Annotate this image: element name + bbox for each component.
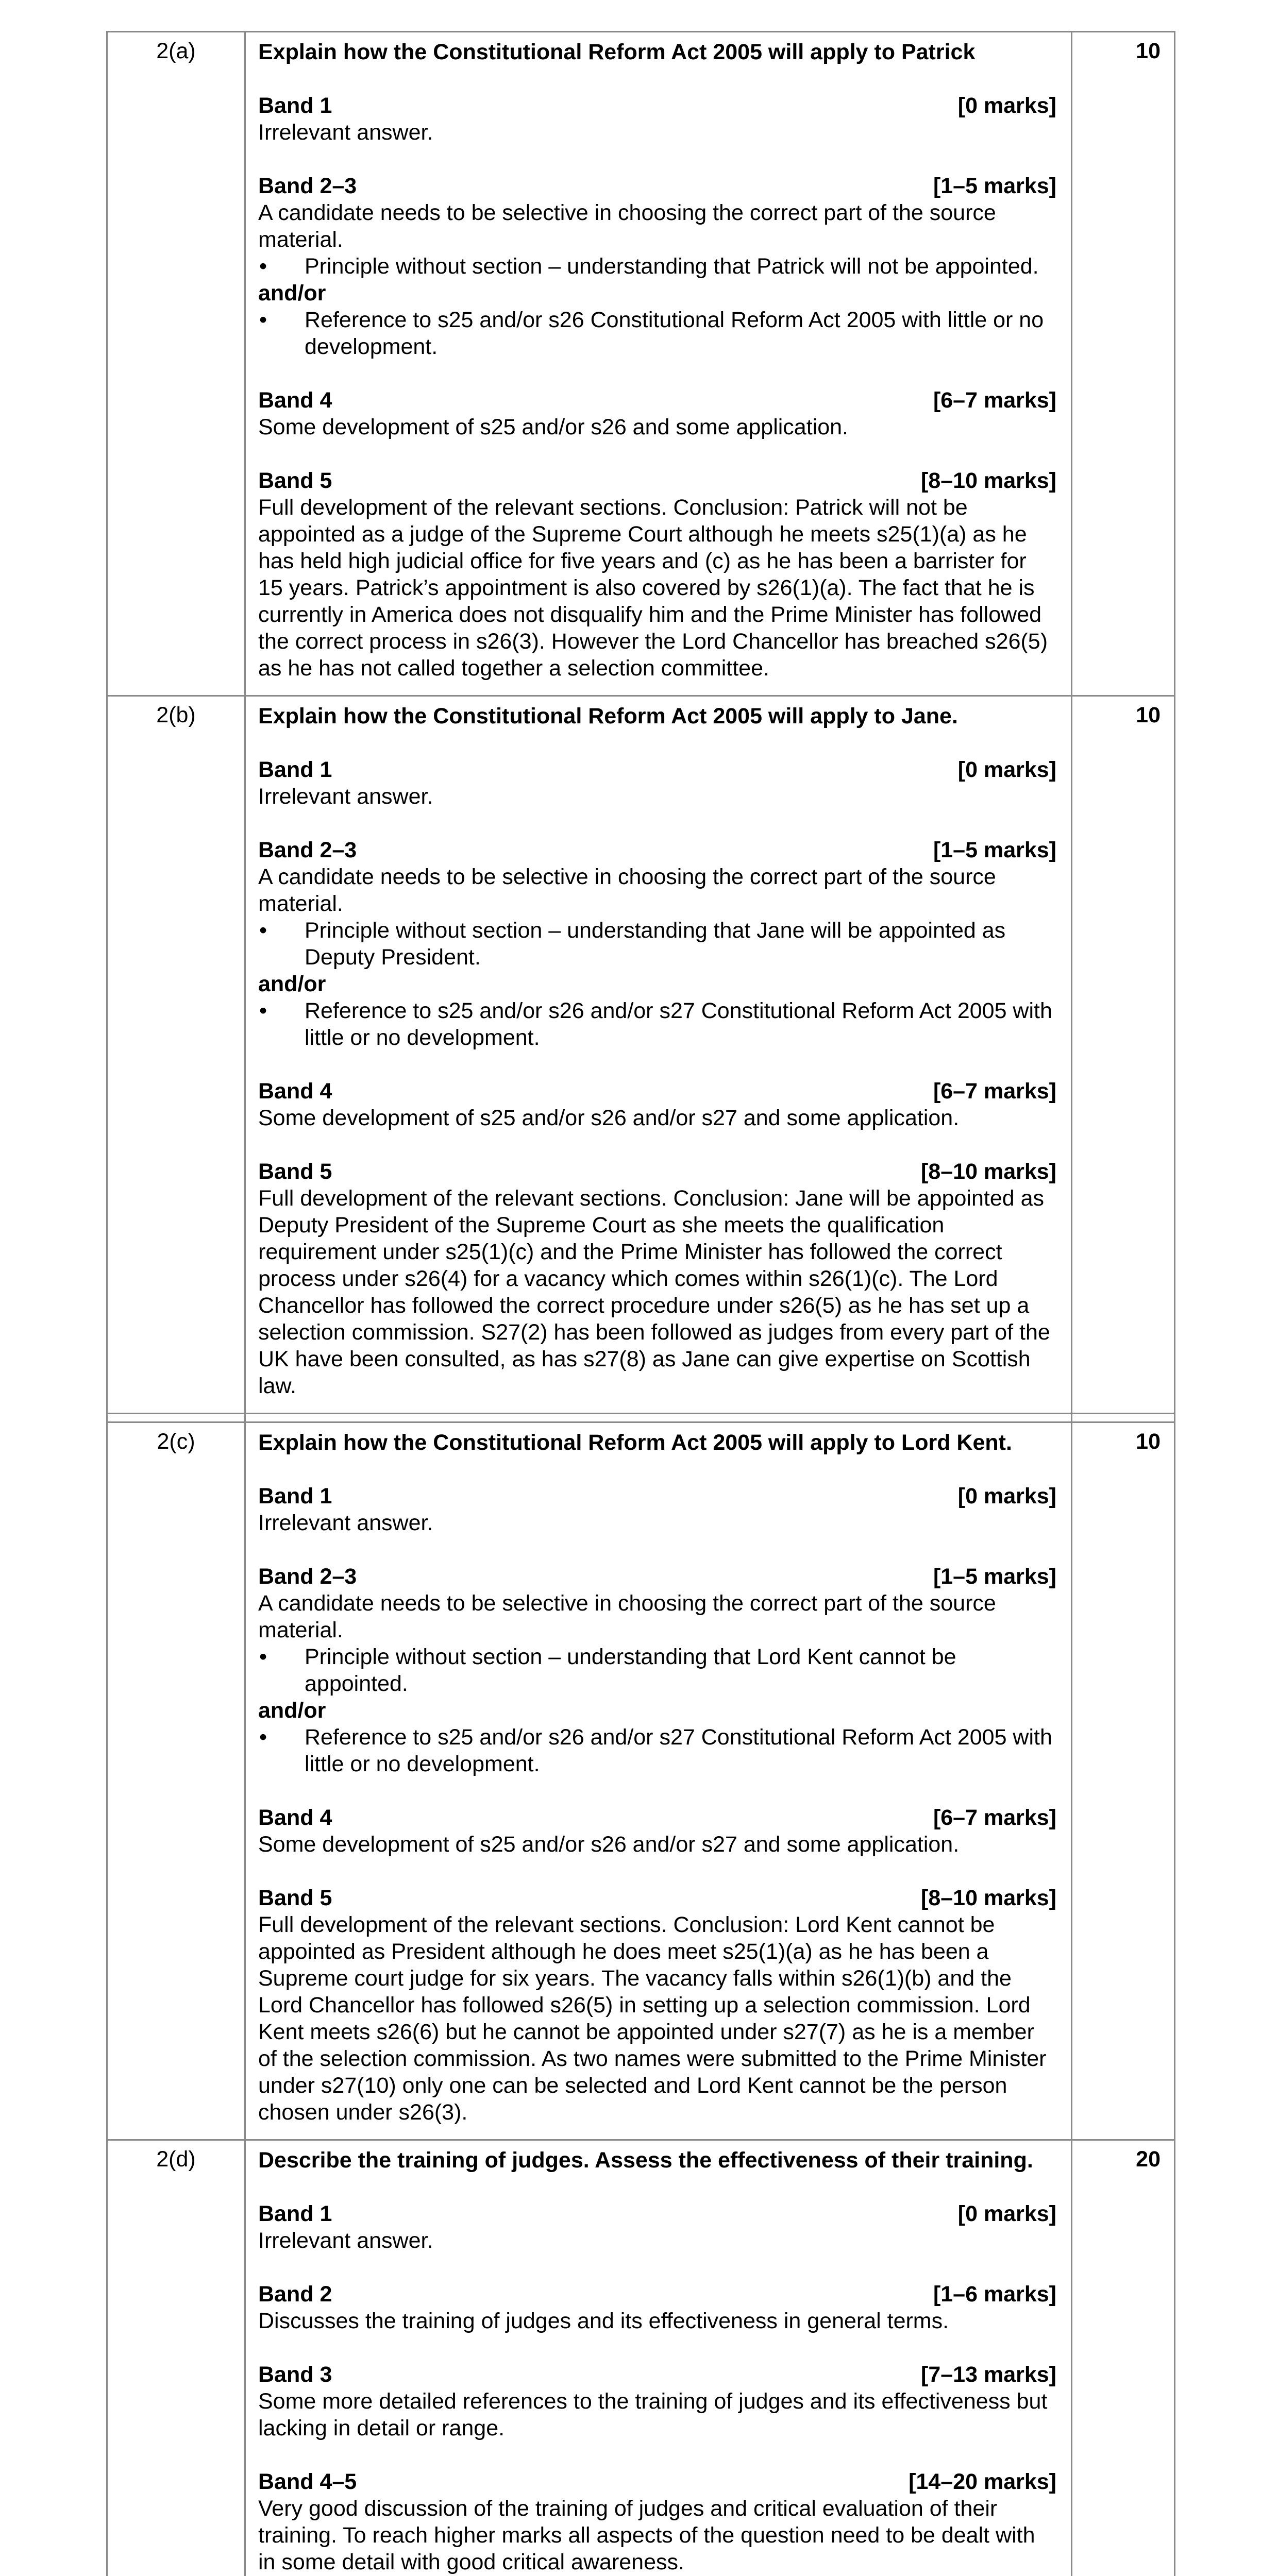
band-description: Some development of s25 and/or s26 and/or s27 and some application. (258, 1832, 960, 1857)
band-name: Band 5 (258, 468, 332, 493)
bullet-item: • Reference to s25 and/or s26 Constitutional Reform Act 2005 with little or no development. (259, 308, 1044, 359)
bullet-item: • Reference to s25 and/or s26 and/or s27 Constitutional Reform Act 2005 with little or no development. (259, 1725, 1052, 1776)
question-row-2b (107, 696, 1175, 1414)
band-5 (258, 467, 1056, 682)
band-name: Band 5 (258, 1886, 332, 1910)
band-2 (258, 2281, 1056, 2334)
and-or-label: and/or (258, 281, 326, 306)
band-range: [7–13 marks] (921, 2362, 1056, 2387)
bullet-icon: • (259, 998, 267, 1023)
band-2-3 (258, 173, 1056, 360)
band-range: [6–7 marks] (933, 1805, 1056, 1830)
question-content (245, 32, 1072, 696)
band-range: [0 marks] (957, 2201, 1056, 2226)
band-range: [6–7 marks] (933, 1079, 1056, 1104)
band-5 (258, 1885, 1056, 2126)
band-range: [8–10 marks] (921, 1886, 1056, 1910)
band-1 (258, 2200, 1056, 2254)
band-name: Band 2–3 (258, 838, 357, 862)
question-number: 2(d) (107, 2140, 245, 2576)
band-description: Full development of the relevant sections. Conclusion: Lord Kent cannot be appointed as President although he does meet s25(1)(a) as he has been a Supreme court judge for six years. The vacancy falls within s26(1)(b) and the Lord Chancellor has followed s26(5) in setting up a selection commission. Lord Kent meets s26(6) but he cannot be appointed under s27(7) as he is a member of the selection commission. As two names were submitted to the Prime Minister under s27(10) only one can be selected and Lord Kent cannot be the person chosen under s26(3). (258, 1912, 1047, 2125)
bullet-icon: • (259, 308, 267, 332)
band-name: Band 2 (258, 2282, 332, 2307)
band-range: [14–20 marks] (909, 2469, 1056, 2494)
band-range: [1–5 marks] (933, 1564, 1056, 1589)
bullet-icon: • (259, 1645, 267, 1669)
bullet-item: • Principle without section – understanding that Lord Kent cannot be appointed. (259, 1645, 956, 1696)
band-description: Full development of the relevant sections. Conclusion: Jane will be appointed as Deputy President of the Supreme Court as she meets the qualification requirement under s25(1)(c) and the Prime Minister has followed the correct process under s26(4) for a vacancy which comes within s26(1)(c). The Lord Chancellor has followed the correct procedure under s26(5) as he has set up a selection commission. S27(2) has been followed as judges from every part of the UK have been consulted, as has s27(8) as Jane can give expertise on Scottish law. (258, 1186, 1050, 1398)
band-name: Band 4 (258, 1079, 332, 1104)
band-range: [0 marks] (957, 93, 1056, 118)
question-marks: 10 (1072, 696, 1175, 1414)
band-name: Band 4 (258, 1805, 332, 1830)
question-number: 2(a) (107, 32, 245, 696)
question-row-2a (107, 32, 1175, 696)
bullet-icon: • (259, 1725, 267, 1750)
band-name: Band 1 (258, 2201, 332, 2226)
band-description: Some development of s25 and/or s26 and some application. (258, 415, 849, 439)
bullet-item: • Principle without section – understanding that Patrick will not be appointed. (259, 254, 1039, 279)
band-name: Band 4–5 (258, 2469, 357, 2494)
question-title: Explain how the Constitutional Reform Act 2005 will apply to Jane. (258, 704, 958, 728)
band-1 (258, 756, 1056, 810)
band-range: [1–6 marks] (933, 2282, 1056, 2307)
band-description: A candidate needs to be selective in choosing the correct part of the source material. (258, 865, 996, 916)
question-row-2d (107, 2140, 1175, 2576)
band-description: Irrelevant answer. (258, 1511, 433, 1535)
band-2-3 (258, 837, 1056, 1051)
question-row-2c (107, 1422, 1175, 2140)
band-description: Very good discussion of the training of judges and critical evaluation of their training. To reach higher marks all aspects of the question need to be dealt with in some detail with good critical awareness. (258, 2496, 1035, 2574)
band-range: [8–10 marks] (921, 468, 1056, 493)
band-4 (258, 1804, 1056, 1858)
bullet-item: • Principle without section – understanding that Jane will be appointed as Deputy President. (259, 918, 1006, 970)
bullet-item: • Reference to s25 and/or s26 and/or s27 Constitutional Reform Act 2005 with little or no development. (259, 998, 1052, 1050)
and-or-label: and/or (258, 972, 326, 996)
band-4-5 (258, 2468, 1056, 2575)
band-description: Irrelevant answer. (258, 784, 433, 809)
band-range: [1–5 marks] (933, 174, 1056, 198)
band-range: [0 marks] (957, 757, 1056, 782)
band-4 (258, 387, 1056, 440)
band-description: Discusses the training of judges and its effectiveness in general terms. (258, 2309, 949, 2333)
question-title: Explain how the Constitutional Reform Act 2005 will apply to Patrick (258, 40, 976, 64)
and-or-label: and/or (258, 1698, 326, 1723)
question-marks: 20 (1072, 2140, 1175, 2576)
band-4 (258, 1078, 1056, 1131)
band-range: [0 marks] (957, 1484, 1056, 1509)
band-description: Some development of s25 and/or s26 and/or s27 and some application. (258, 1106, 960, 1130)
question-title: Describe the training of judges. Assess the effectiveness of their training. (258, 2148, 1033, 2173)
mark-scheme-table (106, 31, 1175, 2576)
band-description: A candidate needs to be selective in choosing the correct part of the source material. (258, 200, 996, 252)
band-range: [8–10 marks] (921, 1159, 1056, 1184)
band-description: Full development of the relevant sections. Conclusion: Patrick will not be appointed as a judge of the Supreme Court although he meets s25(1)(a) as he has held high judicial office for five years and (c) as he has been a barrister for 15 years. Patrick’s appointment is also covered by s26(1)(a). The fact that he is currently in America does not disqualify him and the Prime Minister has followed the correct process in s26(3). However the Lord Chancellor has breached s26(5) as he has not called together a selection committee. (258, 495, 1048, 681)
band-name: Band 1 (258, 757, 332, 782)
band-range: [1–5 marks] (933, 838, 1056, 862)
band-1 (258, 92, 1056, 146)
bullet-icon: • (259, 918, 267, 943)
band-2-3 (258, 1563, 1056, 1777)
band-description: Irrelevant answer. (258, 120, 433, 145)
band-name: Band 2–3 (258, 174, 357, 198)
bullet-icon: • (259, 254, 267, 279)
band-description: A candidate needs to be selective in choosing the correct part of the source material. (258, 1591, 996, 1642)
band-name: Band 2–3 (258, 1564, 357, 1589)
band-1 (258, 1483, 1056, 1536)
band-name: Band 1 (258, 1484, 332, 1509)
band-description: Irrelevant answer. (258, 2228, 433, 2253)
question-number: 2(c) (107, 1422, 245, 2140)
band-description: Some more detailed references to the training of judges and its effectiveness but lacking in detail or range. (258, 2389, 1048, 2441)
question-content (245, 2140, 1072, 2576)
band-5 (258, 1158, 1056, 1399)
row-separator (107, 1414, 1175, 1422)
band-name: Band 3 (258, 2362, 332, 2387)
question-marks: 10 (1072, 32, 1175, 696)
band-range: [6–7 marks] (933, 388, 1056, 413)
question-marks: 10 (1072, 1422, 1175, 2140)
question-number: 2(b) (107, 696, 245, 1414)
band-name: Band 1 (258, 93, 332, 118)
question-content (245, 1422, 1072, 2140)
band-name: Band 5 (258, 1159, 332, 1184)
question-content (245, 696, 1072, 1414)
band-3 (258, 2361, 1056, 2442)
question-title: Explain how the Constitutional Reform Act 2005 will apply to Lord Kent. (258, 1430, 1012, 1455)
band-name: Band 4 (258, 388, 332, 413)
